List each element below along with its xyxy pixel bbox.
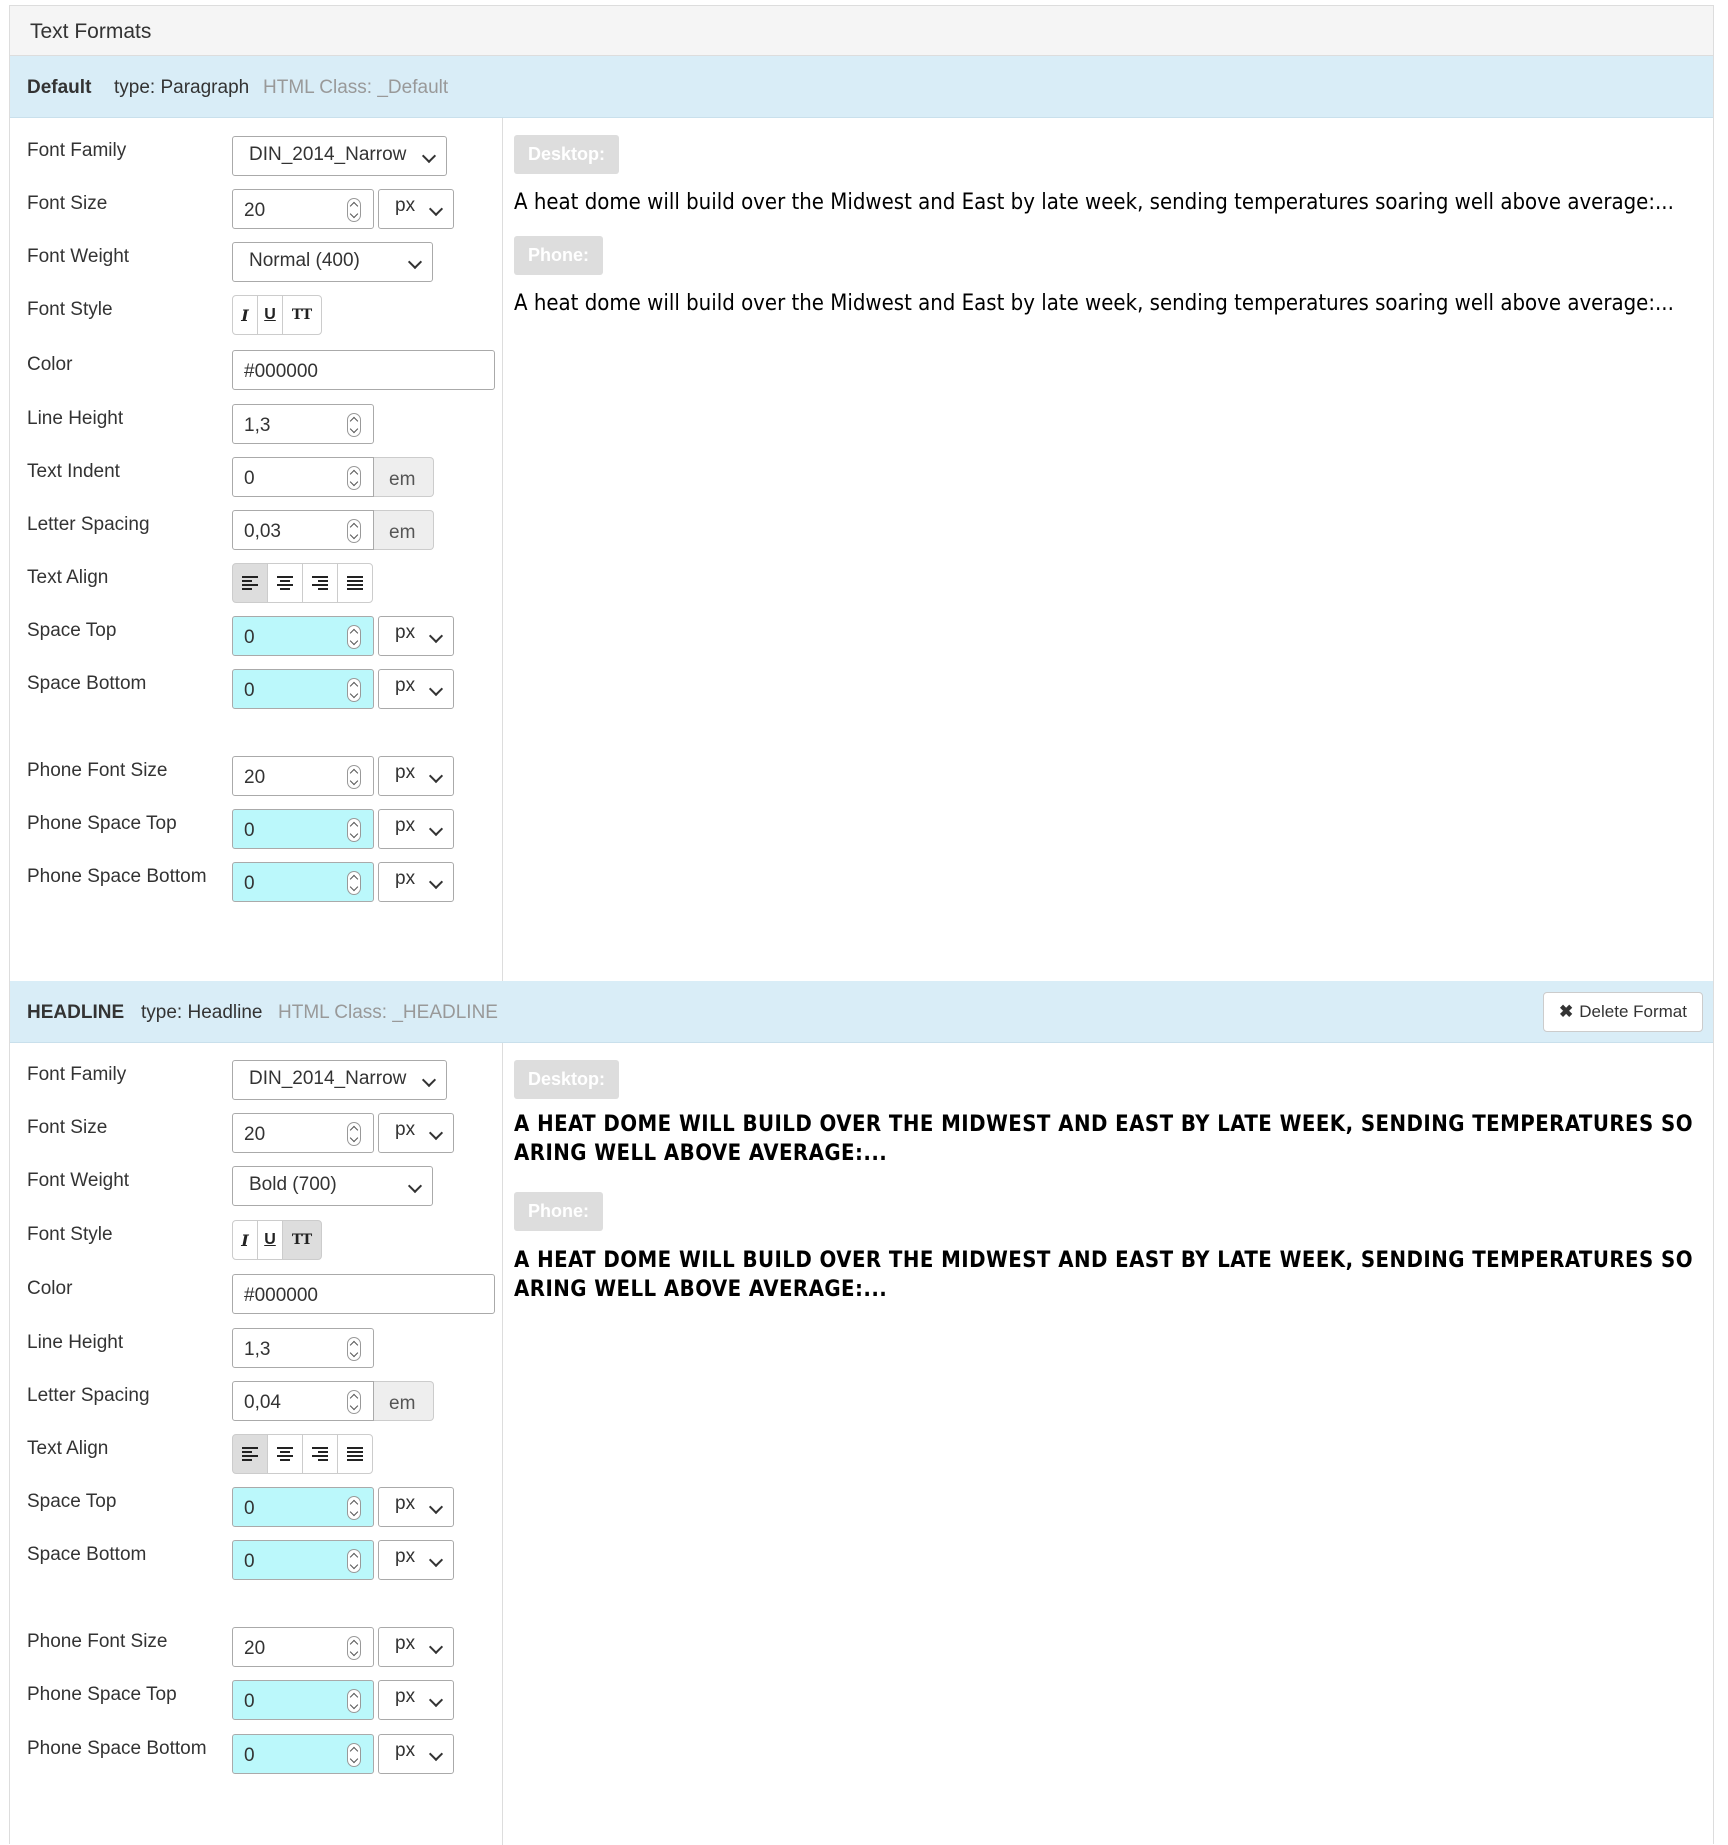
phone-space-bottom-unit-select[interactable]: px xyxy=(378,862,454,902)
color-label: Color xyxy=(27,1278,73,1299)
chevron-down-icon xyxy=(429,1640,443,1654)
italic-button[interactable]: I xyxy=(232,1220,258,1260)
desktop-preview-text: A HEAT DOME WILL BUILD OVER THE MIDWEST AND EAST BY LATE WEEK, SENDING TEMPERATURES SOARING WELL ABOVE AVERAGE:... xyxy=(514,1112,1693,1166)
font-family-row xyxy=(27,1060,497,1100)
chevron-down-icon xyxy=(422,1073,436,1087)
format-name: HEADLINE xyxy=(27,1002,125,1023)
font-style-label: Font Style xyxy=(27,299,113,320)
spinner-icon[interactable] xyxy=(347,818,361,842)
spinner-icon[interactable] xyxy=(347,198,361,222)
color-row xyxy=(27,1274,497,1314)
space-top-input[interactable]: 0 xyxy=(232,1487,374,1527)
phone-font-size-row xyxy=(27,1627,497,1667)
align-justify-icon xyxy=(347,576,363,590)
phone-space-top-label: Phone Space Top xyxy=(27,813,177,834)
phone-space-bottom-row xyxy=(27,862,497,902)
space-bottom-row xyxy=(27,669,497,709)
text-indent-row xyxy=(27,457,497,497)
spinner-icon[interactable] xyxy=(347,765,361,789)
phone-font-size-row xyxy=(27,756,497,796)
phone-space-bottom-label: Phone Space Bottom xyxy=(27,866,207,887)
phone-font-size-label: Phone Font Size xyxy=(27,760,168,781)
caps-button[interactable]: TT xyxy=(282,1220,322,1260)
phone-font-size-label: Phone Font Size xyxy=(27,1631,168,1652)
desktop-badge: Desktop: xyxy=(514,1060,619,1099)
align-left-button[interactable] xyxy=(232,1434,268,1474)
format-settings xyxy=(10,1043,503,1845)
font-weight-row xyxy=(27,242,497,282)
format-type: type: Headline xyxy=(141,1002,263,1023)
text-align-group xyxy=(232,563,373,603)
format-header[interactable] xyxy=(10,56,1713,118)
space-top-label: Space Top xyxy=(27,1491,117,1512)
phone-space-bottom-row xyxy=(27,1734,497,1774)
letter-spacing-row xyxy=(27,510,497,550)
panel-header xyxy=(10,6,1713,56)
phone-space-top-label: Phone Space Top xyxy=(27,1684,177,1705)
letter-spacing-unit: em xyxy=(374,1381,434,1421)
letter-spacing-input[interactable]: 0,04 xyxy=(232,1381,374,1421)
line-height-label: Line Height xyxy=(27,1332,124,1353)
align-left-button[interactable] xyxy=(232,563,268,603)
font-style-row xyxy=(27,1220,497,1260)
spinner-icon[interactable] xyxy=(347,1496,361,1520)
color-input[interactable]: #000000 xyxy=(232,350,495,390)
chevron-down-icon xyxy=(429,1553,443,1567)
color-input[interactable]: #000000 xyxy=(232,1274,495,1314)
font-style-group xyxy=(232,295,322,335)
text-align-label: Text Align xyxy=(27,1438,109,1459)
align-center-button[interactable] xyxy=(267,1434,303,1474)
text-align-group xyxy=(232,1434,373,1474)
line-height-row xyxy=(27,1328,497,1368)
phone-space-top-input[interactable]: 0 xyxy=(232,809,374,849)
chevron-down-icon xyxy=(429,682,443,696)
format-name: Default xyxy=(27,77,92,98)
spinner-icon[interactable] xyxy=(347,871,361,895)
color-row xyxy=(27,350,497,390)
format-preview xyxy=(504,1043,1713,1845)
chevron-down-icon xyxy=(429,1693,443,1707)
chevron-down-icon xyxy=(429,202,443,216)
format-html-class: HTML Class: _HEADLINE xyxy=(278,1002,498,1023)
space-top-unit-select[interactable]: px xyxy=(378,1487,454,1527)
spinner-icon[interactable] xyxy=(347,1743,361,1767)
letter-spacing-label: Letter Spacing xyxy=(27,514,150,535)
spinner-icon[interactable] xyxy=(347,466,361,490)
format-section-headline xyxy=(10,981,1713,1845)
space-bottom-unit-select[interactable]: px xyxy=(378,1540,454,1580)
underline-button[interactable]: U xyxy=(257,295,283,335)
font-weight-label: Font Weight xyxy=(27,1170,130,1191)
space-bottom-unit-select[interactable]: px xyxy=(378,669,454,709)
spinner-icon[interactable] xyxy=(347,519,361,543)
desktop-preview-text: A heat dome will build over the Midwest and East by late week, sending temperatures soaring well above average:... xyxy=(514,190,1674,215)
phone-preview-text: A HEAT DOME WILL BUILD OVER THE MIDWEST AND EAST BY LATE WEEK, SENDING TEMPERATURES SOARING WELL ABOVE AVERAGE:... xyxy=(514,1248,1693,1302)
font-size-input[interactable]: 20 xyxy=(232,1113,374,1153)
text-align-row xyxy=(27,1434,497,1474)
phone-badge: Phone: xyxy=(514,1192,603,1231)
text-indent-label: Text Indent xyxy=(27,461,120,482)
spinner-icon[interactable] xyxy=(347,413,361,437)
format-type: type: Paragraph xyxy=(114,77,250,98)
chevron-down-icon xyxy=(429,629,443,643)
line-height-label: Line Height xyxy=(27,408,124,429)
phone-font-size-input[interactable]: 20 xyxy=(232,756,374,796)
chevron-down-icon xyxy=(429,1500,443,1514)
spinner-icon[interactable] xyxy=(347,1549,361,1573)
phone-badge: Phone: xyxy=(514,236,603,275)
align-center-icon xyxy=(277,576,293,590)
phone-font-size-unit-select[interactable]: px xyxy=(378,1627,454,1667)
align-justify-button[interactable] xyxy=(337,563,373,603)
phone-font-size-unit-select[interactable]: px xyxy=(378,756,454,796)
align-center-button[interactable] xyxy=(267,563,303,603)
font-weight-label: Font Weight xyxy=(27,246,130,267)
format-header[interactable] xyxy=(10,981,1713,1043)
spinner-icon[interactable] xyxy=(347,1689,361,1713)
line-height-input[interactable]: 1,3 xyxy=(232,1328,374,1368)
chevron-down-icon xyxy=(408,1179,422,1193)
letter-spacing-label: Letter Spacing xyxy=(27,1385,150,1406)
chevron-down-icon xyxy=(429,875,443,889)
phone-space-bottom-label: Phone Space Bottom xyxy=(27,1738,207,1759)
letter-spacing-unit: em xyxy=(374,510,434,550)
phone-space-bottom-input[interactable]: 0 xyxy=(232,1734,374,1774)
close-icon: ✖ xyxy=(1559,1002,1574,1021)
font-family-select[interactable]: DIN_2014_Narrow xyxy=(232,1060,447,1100)
align-justify-icon xyxy=(347,1447,363,1461)
space-bottom-input[interactable]: 0 xyxy=(232,669,374,709)
align-left-icon xyxy=(242,576,258,590)
font-family-select[interactable]: DIN_2014_Narrow xyxy=(232,136,447,176)
font-size-input[interactable]: 20 xyxy=(232,189,374,229)
phone-space-top-unit-select[interactable]: px xyxy=(378,1680,454,1720)
spinner-icon[interactable] xyxy=(347,678,361,702)
text-align-row xyxy=(27,563,497,603)
spinner-icon[interactable] xyxy=(347,1122,361,1146)
phone-space-bottom-input[interactable]: 0 xyxy=(232,862,374,902)
chevron-down-icon xyxy=(429,769,443,783)
align-center-icon xyxy=(277,1447,293,1461)
letter-spacing-input[interactable]: 0,03 xyxy=(232,510,374,550)
font-family-label: Font Family xyxy=(27,140,127,161)
phone-space-top-row xyxy=(27,1680,497,1720)
letter-spacing-row xyxy=(27,1381,497,1421)
text-indent-unit: em xyxy=(374,457,434,497)
font-size-row xyxy=(27,189,497,229)
spinner-icon[interactable] xyxy=(347,1337,361,1361)
space-top-input[interactable]: 0 xyxy=(232,616,374,656)
chevron-down-icon xyxy=(429,1747,443,1761)
font-style-group xyxy=(232,1220,322,1260)
chevron-down-icon xyxy=(429,1126,443,1140)
line-height-input[interactable]: 1,3 xyxy=(232,404,374,444)
phone-space-top-unit-select[interactable]: px xyxy=(378,809,454,849)
underline-button[interactable]: U xyxy=(257,1220,283,1260)
spinner-icon[interactable] xyxy=(347,625,361,649)
space-bottom-label: Space Bottom xyxy=(27,1544,147,1565)
font-size-row xyxy=(27,1113,497,1153)
font-weight-row xyxy=(27,1166,497,1206)
format-html-class: HTML Class: _Default xyxy=(263,77,449,98)
spinner-icon[interactable] xyxy=(347,1390,361,1414)
spinner-icon[interactable] xyxy=(347,1636,361,1660)
chevron-down-icon xyxy=(408,255,422,269)
font-family-label: Font Family xyxy=(27,1064,127,1085)
chevron-down-icon xyxy=(429,822,443,836)
chevron-down-icon xyxy=(422,149,436,163)
text-align-label: Text Align xyxy=(27,567,109,588)
caps-button[interactable]: TT xyxy=(282,295,322,335)
space-top-label: Space Top xyxy=(27,620,117,641)
space-top-row xyxy=(27,616,497,656)
font-weight-select[interactable]: Normal (400) xyxy=(232,242,433,282)
space-top-row xyxy=(27,1487,497,1527)
format-section-default xyxy=(10,56,1713,981)
color-label: Color xyxy=(27,354,73,375)
font-size-unit-select[interactable]: px xyxy=(378,1113,454,1153)
phone-space-top-row xyxy=(27,809,497,849)
align-right-icon xyxy=(312,1447,328,1461)
align-justify-button[interactable] xyxy=(337,1434,373,1474)
phone-space-top-input[interactable]: 0 xyxy=(232,1680,374,1720)
space-bottom-label: Space Bottom xyxy=(27,673,147,694)
panel-title: Text Formats xyxy=(30,20,152,43)
format-preview xyxy=(504,118,1713,981)
text-indent-input[interactable]: 0 xyxy=(232,457,374,497)
font-style-row xyxy=(27,295,497,335)
font-weight-select[interactable]: Bold (700) xyxy=(232,1166,433,1206)
phone-font-size-input[interactable]: 20 xyxy=(232,1627,374,1667)
align-left-icon xyxy=(242,1447,258,1461)
align-right-button[interactable] xyxy=(302,563,338,603)
line-height-row xyxy=(27,404,497,444)
space-top-unit-select[interactable]: px xyxy=(378,616,454,656)
font-size-label: Font Size xyxy=(27,193,108,214)
text-formats-panel xyxy=(9,5,1714,1844)
font-style-label: Font Style xyxy=(27,1224,113,1245)
phone-preview-text: A heat dome will build over the Midwest and East by late week, sending temperatures soaring well above average:... xyxy=(514,291,1674,316)
font-size-label: Font Size xyxy=(27,1117,108,1138)
space-bottom-input[interactable]: 0 xyxy=(232,1540,374,1580)
font-family-row xyxy=(27,136,497,176)
font-size-unit-select[interactable]: px xyxy=(378,189,454,229)
align-right-button[interactable] xyxy=(302,1434,338,1474)
phone-space-bottom-unit-select[interactable]: px xyxy=(378,1734,454,1774)
space-bottom-row xyxy=(27,1540,497,1580)
italic-button[interactable]: I xyxy=(232,295,258,335)
align-right-icon xyxy=(312,576,328,590)
desktop-badge: Desktop: xyxy=(514,135,619,174)
delete-format-button[interactable]: ✖ Delete Format xyxy=(1543,992,1703,1032)
format-settings xyxy=(10,118,503,981)
